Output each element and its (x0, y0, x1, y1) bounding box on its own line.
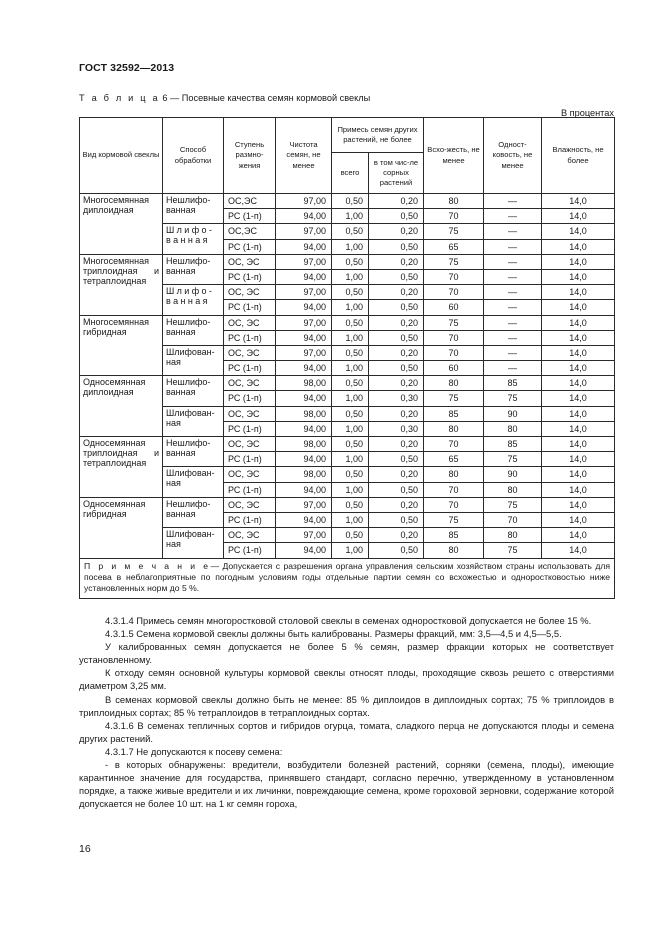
cell-impurity-weeds: 0,20 (369, 254, 424, 269)
table-row (80, 254, 615, 269)
cell-impurity-total: 1,00 (332, 482, 369, 497)
header-impurity-weeds: в том чис-ле сорных растений (369, 153, 424, 194)
cell-purity: 98,00 (276, 406, 332, 421)
cell-germination: 70 (424, 209, 484, 224)
cell-impurity-weeds: 0,50 (369, 269, 424, 284)
cell-germination: 85 (424, 406, 484, 421)
cell-monogerm: 90 (484, 406, 542, 421)
cell-impurity-weeds: 0,30 (369, 421, 424, 436)
cell-monogerm: — (484, 315, 542, 330)
cell-moisture: 14,0 (542, 421, 615, 436)
header-germination: Всхо-жесть, не менее (424, 118, 484, 194)
cell-grade: ОС, ЭС (224, 254, 276, 269)
cell-moisture: 14,0 (542, 528, 615, 543)
cell-purity: 97,00 (276, 224, 332, 239)
cell-method: Нешлифо-ванная (163, 254, 224, 284)
cell-impurity-total: 1,00 (332, 361, 369, 376)
document-header: ГОСТ 32592—2013 (79, 62, 175, 74)
cell-impurity-weeds: 0,20 (369, 224, 424, 239)
cell-moisture: 14,0 (542, 512, 615, 527)
table-row (80, 194, 615, 209)
table-row (80, 315, 615, 330)
cell-method: Нешлифо-ванная (163, 497, 224, 527)
cell-monogerm: — (484, 239, 542, 254)
cell-impurity-total: 1,00 (332, 269, 369, 284)
cell-variety: Односемянная триплоидная и тетраплоидная (80, 437, 163, 498)
cell-impurity-total: 1,00 (332, 209, 369, 224)
cell-impurity-total: 1,00 (332, 330, 369, 345)
cell-impurity-total: 0,50 (332, 315, 369, 330)
cell-grade: РС (1-п) (224, 543, 276, 558)
cell-moisture: 14,0 (542, 209, 615, 224)
cell-purity: 97,00 (276, 254, 332, 269)
cell-moisture: 14,0 (542, 239, 615, 254)
header-impurity-group: Примесь семян других растений, не более (332, 118, 424, 153)
cell-impurity-total: 1,00 (332, 239, 369, 254)
cell-grade: РС (1-п) (224, 482, 276, 497)
cell-impurity-weeds: 0,50 (369, 482, 424, 497)
table-row (80, 376, 615, 391)
cell-purity: 94,00 (276, 239, 332, 254)
cell-moisture: 14,0 (542, 194, 615, 209)
cell-germination: 70 (424, 345, 484, 360)
cell-germination: 75 (424, 254, 484, 269)
cell-monogerm: — (484, 330, 542, 345)
cell-impurity-total: 1,00 (332, 300, 369, 315)
cell-purity: 97,00 (276, 285, 332, 300)
cell-impurity-total: 0,50 (332, 285, 369, 300)
cell-method: Шлифо-ванная (163, 285, 224, 315)
header-monogerm: Одност-ковость, не менее (484, 118, 542, 194)
cell-impurity-total: 1,00 (332, 512, 369, 527)
cell-impurity-total: 0,50 (332, 224, 369, 239)
cell-impurity-total: 0,50 (332, 345, 369, 360)
note-label: П р и м е ч а н и е (84, 560, 211, 571)
cell-impurity-weeds: 0,20 (369, 315, 424, 330)
paragraph: К отходу семян основной культуры кормовой свеклы относят плоды, проходящие сквозь решето с отверстиями диаметром 3,25 мм. (79, 667, 614, 692)
cell-germination: 75 (424, 224, 484, 239)
cell-monogerm: 80 (484, 528, 542, 543)
cell-moisture: 14,0 (542, 300, 615, 315)
header-grade: Ступень размно-жения (224, 118, 276, 194)
header-moisture: Влажность, не более (542, 118, 615, 194)
cell-impurity-total: 0,50 (332, 406, 369, 421)
table-caption-dash: — (170, 93, 180, 103)
cell-impurity-total: 1,00 (332, 452, 369, 467)
header-impurity-total: всего (332, 153, 369, 194)
cell-impurity-weeds: 0,50 (369, 209, 424, 224)
cell-germination: 65 (424, 239, 484, 254)
cell-impurity-total: 0,50 (332, 528, 369, 543)
cell-grade: РС (1-п) (224, 209, 276, 224)
table-row (80, 497, 615, 512)
header-method: Способ обработки (163, 118, 224, 194)
cell-grade: ОС, ЭС (224, 497, 276, 512)
cell-impurity-weeds: 0,20 (369, 497, 424, 512)
cell-impurity-weeds: 0,20 (369, 437, 424, 452)
cell-impurity-weeds: 0,20 (369, 406, 424, 421)
cell-moisture: 14,0 (542, 361, 615, 376)
cell-purity: 94,00 (276, 391, 332, 406)
table-caption (79, 93, 370, 103)
cell-method: Нешлифо-ванная (163, 315, 224, 345)
cell-impurity-total: 1,00 (332, 391, 369, 406)
cell-germination: 85 (424, 528, 484, 543)
cell-germination: 70 (424, 497, 484, 512)
cell-moisture: 14,0 (542, 330, 615, 345)
cell-grade: ОС,ЭС (224, 194, 276, 209)
cell-impurity-weeds: 0,20 (369, 467, 424, 482)
paragraph: В семенах кормовой свеклы должно быть не менее: 85 % диплоидов в диплоидных сортах; 75 % триплоидов в триплоидных сортах; 85 % тетраплоидов в тетраплоидных сортах. (79, 693, 614, 718)
table-note (80, 558, 615, 598)
cell-moisture: 14,0 (542, 285, 615, 300)
cell-impurity-total: 1,00 (332, 421, 369, 436)
cell-grade: ОС, ЭС (224, 376, 276, 391)
note-text: — Допускается с разрешения органа управления сельским хозяйством страны использовать для посева в неблагоприятные по погодным условиям годы отдельные партии семян со всхожестью и одноростковостью ниже установленных норм до 5 %. (84, 560, 610, 594)
cell-purity: 94,00 (276, 209, 332, 224)
cell-monogerm: — (484, 194, 542, 209)
cell-impurity-weeds: 0,50 (369, 512, 424, 527)
cell-variety: Многосемянная гибридная (80, 315, 163, 376)
cell-purity: 94,00 (276, 452, 332, 467)
cell-monogerm: — (484, 209, 542, 224)
cell-purity: 98,00 (276, 437, 332, 452)
cell-monogerm: — (484, 254, 542, 269)
cell-purity: 94,00 (276, 269, 332, 284)
cell-purity: 94,00 (276, 361, 332, 376)
cell-impurity-weeds: 0,20 (369, 528, 424, 543)
cell-method: Шлифован-ная (163, 345, 224, 375)
cell-grade: ОС, ЭС (224, 315, 276, 330)
cell-impurity-weeds: 0,50 (369, 543, 424, 558)
cell-monogerm: 80 (484, 421, 542, 436)
cell-impurity-total: 0,50 (332, 497, 369, 512)
cell-purity: 94,00 (276, 300, 332, 315)
paragraph: 4.3.1.5 Семена кормовой свеклы должны быть калиброваны. Размеры фракций, мм: 3,5—4,5 и 4,5—5,5. (105, 628, 562, 640)
cell-grade: ОС, ЭС (224, 528, 276, 543)
paragraph: 4.3.1.7 Не допускаются к посеву семена: (105, 745, 283, 757)
cell-purity: 97,00 (276, 528, 332, 543)
cell-purity: 98,00 (276, 376, 332, 391)
table-row (80, 437, 615, 452)
cell-moisture: 14,0 (542, 345, 615, 360)
cell-impurity-weeds: 0,20 (369, 285, 424, 300)
cell-moisture: 14,0 (542, 376, 615, 391)
cell-grade: РС (1-п) (224, 512, 276, 527)
cell-impurity-weeds: 0,20 (369, 376, 424, 391)
cell-germination: 80 (424, 543, 484, 558)
cell-purity: 97,00 (276, 315, 332, 330)
cell-method: Нешлифо-ванная (163, 437, 224, 467)
cell-variety: Многосемянная диплоидная (80, 194, 163, 255)
cell-moisture: 14,0 (542, 269, 615, 284)
cell-purity: 94,00 (276, 330, 332, 345)
cell-germination: 80 (424, 421, 484, 436)
cell-germination: 70 (424, 330, 484, 345)
units-note: В процентах (560, 108, 614, 118)
cell-impurity-weeds: 0,50 (369, 239, 424, 254)
cell-monogerm: 85 (484, 376, 542, 391)
cell-monogerm: 75 (484, 543, 542, 558)
body-text (79, 614, 614, 810)
page-number: 16 (79, 843, 91, 855)
cell-monogerm: — (484, 361, 542, 376)
cell-grade: ОС, ЭС (224, 467, 276, 482)
cell-germination: 60 (424, 361, 484, 376)
cell-germination: 65 (424, 452, 484, 467)
cell-monogerm: 75 (484, 391, 542, 406)
cell-moisture: 14,0 (542, 315, 615, 330)
table-body (80, 194, 615, 559)
cell-purity: 94,00 (276, 543, 332, 558)
cell-method: Нешлифо-ванная (163, 194, 224, 224)
cell-impurity-total: 1,00 (332, 543, 369, 558)
cell-germination: 75 (424, 391, 484, 406)
cell-grade: РС (1-п) (224, 239, 276, 254)
cell-germination: 75 (424, 512, 484, 527)
cell-impurity-total: 0,50 (332, 376, 369, 391)
cell-germination: 80 (424, 194, 484, 209)
cell-grade: РС (1-п) (224, 391, 276, 406)
cell-grade: РС (1-п) (224, 269, 276, 284)
cell-grade: РС (1-п) (224, 330, 276, 345)
cell-moisture: 14,0 (542, 224, 615, 239)
cell-method: Нешлифо-ванная (163, 376, 224, 406)
cell-impurity-weeds: 0,50 (369, 330, 424, 345)
cell-method: Шлифо-ванная (163, 224, 224, 254)
cell-monogerm: 75 (484, 452, 542, 467)
cell-moisture: 14,0 (542, 497, 615, 512)
cell-moisture: 14,0 (542, 391, 615, 406)
cell-variety: Односемянная диплоидная (80, 376, 163, 437)
cell-purity: 97,00 (276, 345, 332, 360)
cell-germination: 70 (424, 437, 484, 452)
seed-quality-table (79, 117, 615, 599)
header-purity: Чистота семян, не менее (276, 118, 332, 194)
cell-monogerm: — (484, 269, 542, 284)
cell-impurity-total: 0,50 (332, 437, 369, 452)
cell-germination: 70 (424, 285, 484, 300)
cell-monogerm: — (484, 285, 542, 300)
cell-method: Шлифован-ная (163, 528, 224, 558)
paragraph: 4.3.1.4 Примесь семян многоростковой столовой свеклы в семенах одноростковой допускается не более 15 %. (105, 615, 592, 626)
cell-grade: РС (1-п) (224, 452, 276, 467)
cell-moisture: 14,0 (542, 452, 615, 467)
cell-method: Шлифован-ная (163, 467, 224, 497)
paragraph: 4.3.1.6 В семенах тепличных сортов и гибридов огурца, томата, сладкого перца не допускаются плоды и семена других растений. (79, 719, 614, 744)
cell-monogerm: 80 (484, 482, 542, 497)
cell-monogerm: 70 (484, 512, 542, 527)
cell-method: Шлифован-ная (163, 406, 224, 436)
cell-grade: РС (1-п) (224, 421, 276, 436)
cell-monogerm: — (484, 224, 542, 239)
cell-purity: 97,00 (276, 497, 332, 512)
table-caption-title: Посевные качества семян кормовой свеклы (181, 93, 371, 103)
cell-impurity-weeds: 0,50 (369, 452, 424, 467)
cell-germination: 70 (424, 269, 484, 284)
cell-grade: ОС,ЭС (224, 224, 276, 239)
cell-impurity-weeds: 0,20 (369, 194, 424, 209)
cell-germination: 70 (424, 482, 484, 497)
cell-impurity-total: 0,50 (332, 467, 369, 482)
paragraph: У калиброванных семян допускается не более 5 % семян, размер фракции которых не соответствует установленному. (79, 641, 614, 666)
cell-germination: 80 (424, 376, 484, 391)
cell-monogerm: — (484, 300, 542, 315)
cell-moisture: 14,0 (542, 543, 615, 558)
cell-monogerm: — (484, 345, 542, 360)
cell-grade: ОС, ЭС (224, 406, 276, 421)
cell-purity: 94,00 (276, 421, 332, 436)
paragraph: - в которых обнаружены: вредители, возбудители болезней растений, сорняки (семена, плоды), имеющие карантинное значение для государства, принявшего стандарт, согласно перечню, утвержденному в установленном порядке, а также живые вредители и их личинки, повреждающие семена, кроме гороховой зерновки, содержание которой допускается не более 10 шт. на 1 кг семян гороха, (79, 759, 614, 810)
cell-moisture: 14,0 (542, 467, 615, 482)
cell-impurity-weeds: 0,20 (369, 345, 424, 360)
cell-monogerm: 90 (484, 467, 542, 482)
cell-impurity-weeds: 0,30 (369, 391, 424, 406)
cell-variety: Многосемянная триплоидная и тетраплоидная (80, 254, 163, 315)
cell-grade: РС (1-п) (224, 361, 276, 376)
cell-germination: 80 (424, 467, 484, 482)
cell-purity: 97,00 (276, 194, 332, 209)
cell-purity: 94,00 (276, 482, 332, 497)
cell-monogerm: 75 (484, 497, 542, 512)
table-caption-number: 6 (162, 93, 168, 103)
cell-grade: ОС, ЭС (224, 437, 276, 452)
header-variety: Вид кормовой свеклы (80, 118, 163, 194)
cell-purity: 98,00 (276, 467, 332, 482)
cell-germination: 60 (424, 300, 484, 315)
cell-grade: РС (1-п) (224, 300, 276, 315)
table-caption-label: Т а б л и ц а (79, 93, 160, 103)
cell-moisture: 14,0 (542, 437, 615, 452)
table-header (80, 118, 615, 194)
cell-grade: ОС, ЭС (224, 345, 276, 360)
cell-germination: 75 (424, 315, 484, 330)
cell-impurity-total: 0,50 (332, 194, 369, 209)
cell-moisture: 14,0 (542, 254, 615, 269)
cell-purity: 94,00 (276, 512, 332, 527)
cell-impurity-weeds: 0,50 (369, 361, 424, 376)
cell-impurity-total: 0,50 (332, 254, 369, 269)
cell-moisture: 14,0 (542, 482, 615, 497)
cell-grade: ОС, ЭС (224, 285, 276, 300)
cell-moisture: 14,0 (542, 406, 615, 421)
cell-variety: Односемянная гибридная (80, 497, 163, 558)
cell-impurity-weeds: 0,50 (369, 300, 424, 315)
cell-monogerm: 85 (484, 437, 542, 452)
